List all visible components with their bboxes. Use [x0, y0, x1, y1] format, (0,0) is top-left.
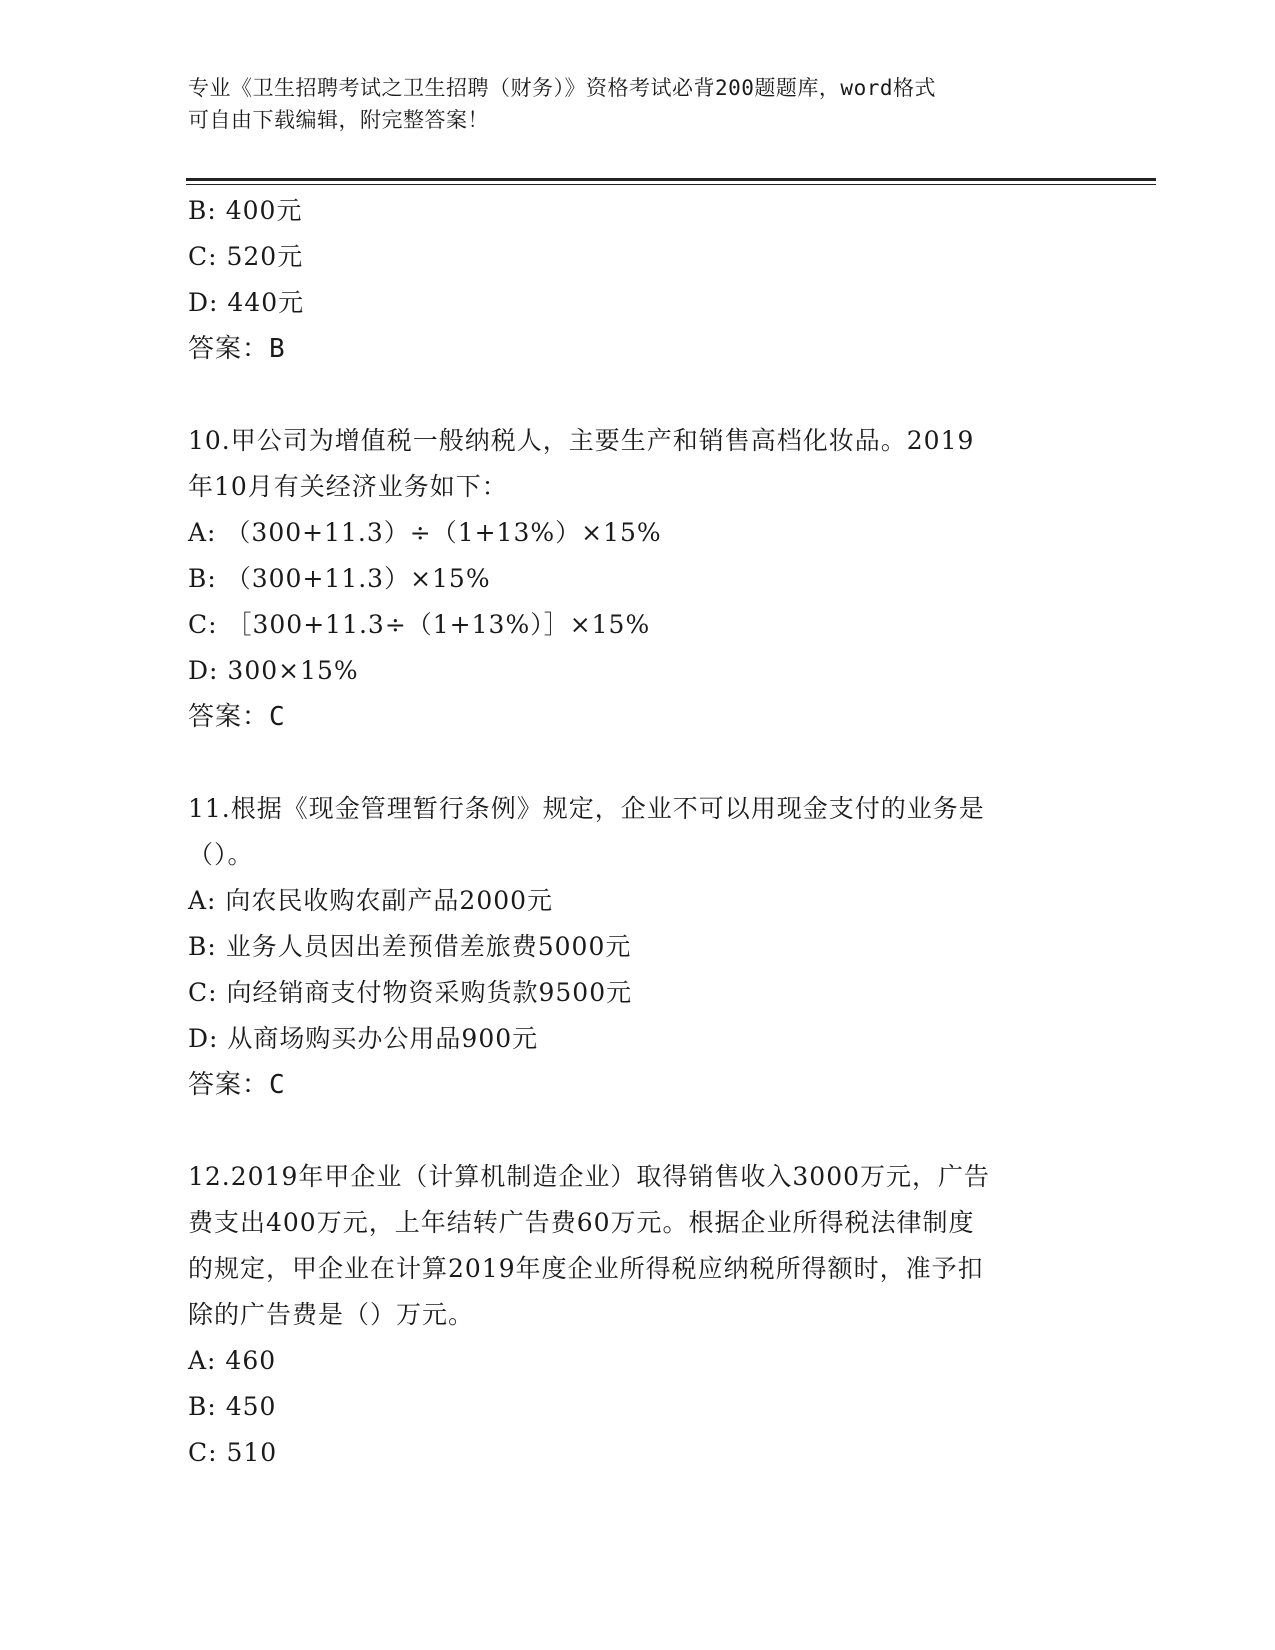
q10-stem-line-1: 10.甲公司为增值税一般纳税人，主要生产和销售高档化妆品。2019	[188, 426, 975, 455]
header-rule-thick	[186, 178, 1156, 181]
q10-option-a: A: （300+11.3）÷（1+13%）×15%	[188, 518, 662, 547]
spacer	[188, 1108, 1088, 1154]
question-content	[188, 188, 1088, 1476]
q9-answer: 答案：B	[188, 334, 286, 364]
q12-option-c: C: 510	[188, 1438, 278, 1467]
q9-option-b: B: 400元	[188, 196, 303, 225]
q10-option-d: D: 300×15%	[188, 656, 359, 685]
q11-stem-line-2: （）。	[188, 840, 254, 869]
document-header	[188, 72, 1068, 136]
spacer	[188, 740, 1088, 786]
q9-option-c: C: 520元	[188, 242, 304, 271]
q9-option-d: D: 440元	[188, 288, 305, 317]
q12-stem-line-3: 的规定，甲企业在计算2019年度企业所得税应纳税所得额时，准予扣	[188, 1254, 984, 1283]
q12-option-a: A: 460	[188, 1346, 277, 1375]
q12-stem-line-1: 12.2019年甲企业（计算机制造企业）取得销售收入3000万元，广告	[188, 1162, 991, 1191]
q11-option-b: B: 业务人员因出差预借差旅费5000元	[188, 932, 632, 961]
q10-option-b: B: （300+11.3）×15%	[188, 564, 491, 593]
q12-stem-line-2: 费支出400万元，上年结转广告费60万元。根据企业所得税法律制度	[188, 1208, 975, 1237]
header-rule-thin	[186, 184, 1156, 185]
q10-stem-line-2: 年10月有关经济业务如下：	[188, 472, 508, 501]
spacer	[188, 372, 1088, 418]
q11-option-d: D: 从商场购买办公用品900元	[188, 1024, 539, 1053]
q12-stem-line-4: 除的广告费是（）万元。	[188, 1300, 475, 1329]
q11-stem-line-1: 11.根据《现金管理暂行条例》规定，企业不可以用现金支付的业务是	[188, 794, 985, 823]
header-title-line-2: 可自由下载编辑，附完整答案！	[188, 108, 489, 132]
q11-option-c: C: 向经销商支付物资采购货款9500元	[188, 978, 633, 1007]
q12-option-b: B: 450	[188, 1392, 277, 1421]
q10-option-c: C: ［300+11.3÷（1+13%）］×15%	[188, 610, 651, 639]
q11-answer: 答案：C	[188, 1070, 286, 1100]
header-title-line-1: 专业《卫生招聘考试之卫生招聘（财务）》资格考试必背200题题库，word格式	[188, 76, 936, 100]
q11-option-a: A: 向农民收购农副产品2000元	[188, 886, 554, 915]
q10-answer: 答案：C	[188, 702, 286, 732]
